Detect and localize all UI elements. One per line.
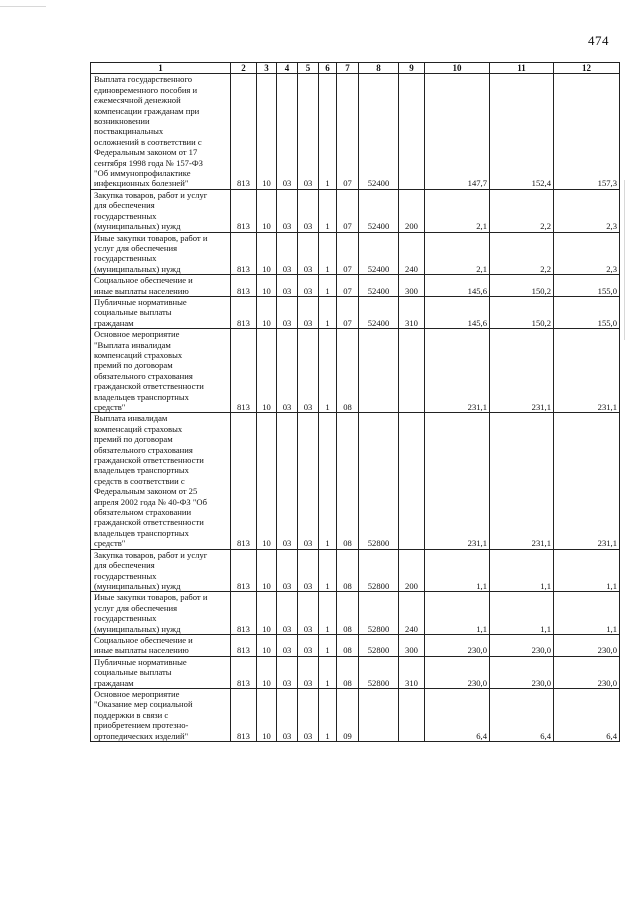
page-number: 474	[588, 33, 609, 48]
cell-ministry-code: 813	[231, 296, 257, 328]
cell-expense-type	[399, 329, 425, 413]
cell-program: 03	[298, 688, 319, 741]
cell-amount-year-2: 2,2	[490, 232, 554, 275]
cell-subprogram: 1	[319, 688, 337, 741]
cell-program: 03	[298, 656, 319, 688]
cell-subprogram: 1	[319, 329, 337, 413]
cell-amount-year-3: 231,1	[554, 329, 620, 413]
cell-expense-type: 200	[399, 189, 425, 232]
cell-section: 10	[257, 634, 277, 656]
cell-amount-year-3: 2,3	[554, 232, 620, 275]
cell-amount-year-3: 1,1	[554, 549, 620, 592]
cell-subprogram: 1	[319, 592, 337, 635]
row-description: Выплата инвалидам компенсаций страховых премий по договорам обязательного страхования гражданской ответственности владельцев транспортных средств в соответствии с Федеральным законом от 25 апреля 2002 года № 40-ФЗ "Об обязательном страховании гражданской ответственности владельцев транспортных средств"	[91, 413, 231, 549]
cell-event: 08	[337, 549, 359, 592]
cell-amount-year-3: 157,3	[554, 74, 620, 189]
scan-artifact-top-left	[0, 6, 46, 7]
cell-direction: 52400	[359, 275, 399, 297]
cell-program: 03	[298, 329, 319, 413]
scan-artifact-right-edge	[624, 180, 625, 340]
cell-subprogram: 1	[319, 189, 337, 232]
cell-direction	[359, 688, 399, 741]
cell-program: 03	[298, 549, 319, 592]
cell-subsection: 03	[277, 413, 298, 549]
row-description: Закупка товаров, работ и услуг для обеспечения государственных (муниципальных) нужд	[91, 189, 231, 232]
cell-event: 07	[337, 189, 359, 232]
cell-direction: 52400	[359, 232, 399, 275]
cell-program: 03	[298, 634, 319, 656]
table-row	[91, 74, 620, 189]
cell-section: 10	[257, 688, 277, 741]
column-header: 4	[277, 63, 298, 74]
table-row	[91, 189, 620, 232]
cell-direction: 52400	[359, 189, 399, 232]
cell-expense-type	[399, 74, 425, 189]
cell-event: 09	[337, 688, 359, 741]
cell-expense-type: 300	[399, 275, 425, 297]
cell-direction: 52800	[359, 656, 399, 688]
cell-amount-year-3: 6,4	[554, 688, 620, 741]
cell-direction: 52800	[359, 634, 399, 656]
cell-amount-year-3: 231,1	[554, 413, 620, 549]
cell-amount-year-1: 1,1	[425, 549, 490, 592]
cell-subsection: 03	[277, 688, 298, 741]
table-body	[91, 74, 620, 742]
cell-program: 03	[298, 296, 319, 328]
table-row	[91, 296, 620, 328]
cell-expense-type: 300	[399, 634, 425, 656]
column-header: 1	[91, 63, 231, 74]
cell-ministry-code: 813	[231, 688, 257, 741]
cell-program: 03	[298, 592, 319, 635]
cell-event: 07	[337, 275, 359, 297]
table-row	[91, 329, 620, 413]
cell-amount-year-3: 2,3	[554, 189, 620, 232]
cell-ministry-code: 813	[231, 656, 257, 688]
cell-subsection: 03	[277, 549, 298, 592]
cell-section: 10	[257, 74, 277, 189]
column-header: 2	[231, 63, 257, 74]
cell-program: 03	[298, 275, 319, 297]
cell-amount-year-2: 150,2	[490, 296, 554, 328]
cell-event: 07	[337, 232, 359, 275]
cell-direction: 52800	[359, 592, 399, 635]
table-header-row	[91, 63, 620, 74]
cell-section: 10	[257, 592, 277, 635]
cell-direction	[359, 329, 399, 413]
cell-section: 10	[257, 275, 277, 297]
cell-amount-year-1: 2,1	[425, 189, 490, 232]
cell-expense-type: 310	[399, 296, 425, 328]
cell-amount-year-2: 231,1	[490, 413, 554, 549]
cell-amount-year-3: 1,1	[554, 592, 620, 635]
cell-event: 08	[337, 656, 359, 688]
cell-section: 10	[257, 329, 277, 413]
cell-amount-year-2: 6,4	[490, 688, 554, 741]
cell-amount-year-1: 145,6	[425, 275, 490, 297]
row-description: Публичные нормативные социальные выплаты гражданам	[91, 296, 231, 328]
cell-direction: 52400	[359, 296, 399, 328]
cell-ministry-code: 813	[231, 634, 257, 656]
cell-amount-year-1: 6,4	[425, 688, 490, 741]
column-header: 12	[554, 63, 620, 74]
cell-program: 03	[298, 74, 319, 189]
cell-section: 10	[257, 549, 277, 592]
cell-program: 03	[298, 413, 319, 549]
column-header: 8	[359, 63, 399, 74]
cell-program: 03	[298, 232, 319, 275]
cell-amount-year-2: 2,2	[490, 189, 554, 232]
column-header: 5	[298, 63, 319, 74]
cell-subprogram: 1	[319, 74, 337, 189]
row-description: Основное мероприятие "Оказание мер социальной поддержки в связи с приобретением протезно- ортопедических изделий"	[91, 688, 231, 741]
cell-ministry-code: 813	[231, 275, 257, 297]
table-row	[91, 413, 620, 549]
cell-direction: 52800	[359, 549, 399, 592]
cell-subsection: 03	[277, 634, 298, 656]
cell-event: 07	[337, 296, 359, 328]
cell-program: 03	[298, 189, 319, 232]
cell-amount-year-2: 230,0	[490, 656, 554, 688]
cell-amount-year-2: 1,1	[490, 549, 554, 592]
cell-expense-type	[399, 413, 425, 549]
cell-subsection: 03	[277, 232, 298, 275]
cell-subsection: 03	[277, 296, 298, 328]
cell-subsection: 03	[277, 329, 298, 413]
cell-event: 07	[337, 74, 359, 189]
cell-subsection: 03	[277, 592, 298, 635]
table-row	[91, 688, 620, 741]
cell-ministry-code: 813	[231, 592, 257, 635]
row-description: Социальное обеспечение и иные выплаты населению	[91, 634, 231, 656]
cell-section: 10	[257, 656, 277, 688]
column-header: 11	[490, 63, 554, 74]
cell-ministry-code: 813	[231, 232, 257, 275]
column-header: 9	[399, 63, 425, 74]
cell-expense-type: 200	[399, 549, 425, 592]
cell-expense-type: 240	[399, 232, 425, 275]
cell-amount-year-1: 1,1	[425, 592, 490, 635]
cell-amount-year-3: 230,0	[554, 634, 620, 656]
cell-amount-year-1: 145,6	[425, 296, 490, 328]
cell-amount-year-1: 231,1	[425, 329, 490, 413]
column-header: 3	[257, 63, 277, 74]
cell-subsection: 03	[277, 189, 298, 232]
cell-section: 10	[257, 413, 277, 549]
row-description: Иные закупки товаров, работ и услуг для обеспечения государственных (муниципальных) нужд	[91, 592, 231, 635]
column-header: 10	[425, 63, 490, 74]
cell-subprogram: 1	[319, 413, 337, 549]
cell-ministry-code: 813	[231, 413, 257, 549]
cell-amount-year-1: 231,1	[425, 413, 490, 549]
cell-event: 08	[337, 592, 359, 635]
column-header: 7	[337, 63, 359, 74]
cell-section: 10	[257, 189, 277, 232]
cell-expense-type: 240	[399, 592, 425, 635]
cell-amount-year-1: 2,1	[425, 232, 490, 275]
cell-subsection: 03	[277, 656, 298, 688]
cell-amount-year-2: 152,4	[490, 74, 554, 189]
cell-section: 10	[257, 232, 277, 275]
budget-table	[90, 62, 620, 742]
cell-subprogram: 1	[319, 634, 337, 656]
table-row	[91, 549, 620, 592]
row-description: Выплата государственного единовременного пособия и ежемесячной денежной компенсации гражданам при возникновении поствакцинальных осложнений в соответствии с Федеральным законом от 17 сентября 1998 года № 157-ФЗ "Об иммунопрофилактике инфекционных болезней"	[91, 74, 231, 189]
cell-direction: 52400	[359, 74, 399, 189]
cell-amount-year-2: 231,1	[490, 329, 554, 413]
cell-subprogram: 1	[319, 232, 337, 275]
table-row	[91, 592, 620, 635]
cell-amount-year-2: 1,1	[490, 592, 554, 635]
row-description: Публичные нормативные социальные выплаты гражданам	[91, 656, 231, 688]
table-row	[91, 232, 620, 275]
cell-subprogram: 1	[319, 549, 337, 592]
table-row	[91, 656, 620, 688]
cell-amount-year-1: 230,0	[425, 656, 490, 688]
cell-expense-type	[399, 688, 425, 741]
cell-amount-year-2: 230,0	[490, 634, 554, 656]
cell-amount-year-1: 230,0	[425, 634, 490, 656]
cell-subprogram: 1	[319, 275, 337, 297]
cell-subsection: 03	[277, 275, 298, 297]
table-row	[91, 634, 620, 656]
cell-event: 08	[337, 634, 359, 656]
row-description: Иные закупки товаров, работ и услуг для обеспечения государственных (муниципальных) нужд	[91, 232, 231, 275]
cell-event: 08	[337, 413, 359, 549]
cell-event: 08	[337, 329, 359, 413]
cell-subsection: 03	[277, 74, 298, 189]
row-description: Основное мероприятие "Выплата инвалидам компенсаций страховых премий по договорам обязательного страхования гражданской ответственности владельцев транспортных средств"	[91, 329, 231, 413]
cell-amount-year-3: 155,0	[554, 296, 620, 328]
cell-ministry-code: 813	[231, 74, 257, 189]
cell-ministry-code: 813	[231, 549, 257, 592]
cell-expense-type: 310	[399, 656, 425, 688]
cell-subprogram: 1	[319, 656, 337, 688]
cell-amount-year-3: 155,0	[554, 275, 620, 297]
cell-subprogram: 1	[319, 296, 337, 328]
cell-amount-year-3: 230,0	[554, 656, 620, 688]
cell-amount-year-2: 150,2	[490, 275, 554, 297]
cell-direction: 52800	[359, 413, 399, 549]
column-header: 6	[319, 63, 337, 74]
cell-section: 10	[257, 296, 277, 328]
table-row	[91, 275, 620, 297]
cell-amount-year-1: 147,7	[425, 74, 490, 189]
row-description: Закупка товаров, работ и услуг для обеспечения государственных (муниципальных) нужд	[91, 549, 231, 592]
cell-ministry-code: 813	[231, 189, 257, 232]
row-description: Социальное обеспечение и иные выплаты населению	[91, 275, 231, 297]
cell-ministry-code: 813	[231, 329, 257, 413]
